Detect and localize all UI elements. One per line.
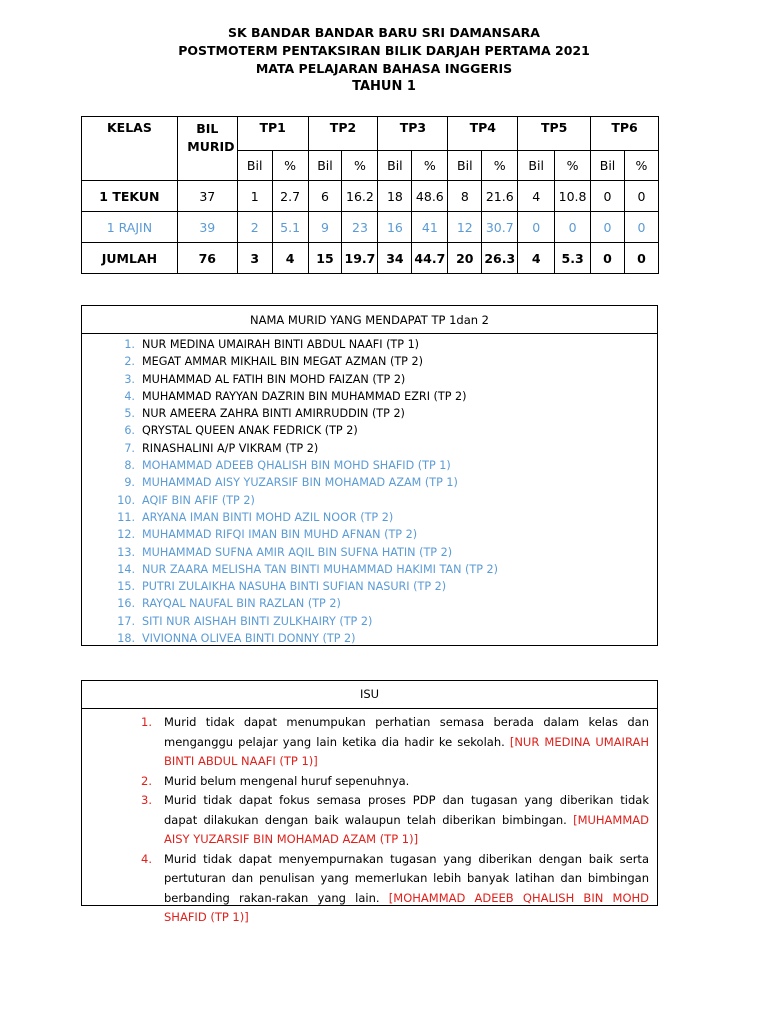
list-number: 12. bbox=[117, 528, 135, 542]
cell-value: 2 bbox=[237, 212, 272, 243]
student-name: PUTRI ZULAIKHA NASUHA BINTI SUFIAN NASURI (TP 2) bbox=[142, 580, 447, 594]
subject-title: MATA PELAJARAN BAHASA INGGERIS bbox=[255, 61, 513, 76]
issue-student-name: [NUR MEDINA UMAIRAH BINTI ABDUL NAAFI (TP 1)] bbox=[164, 734, 649, 768]
list-item bbox=[82, 526, 657, 543]
list-item bbox=[82, 440, 657, 457]
subheader-bil: Bil bbox=[308, 151, 342, 181]
list-item bbox=[82, 474, 657, 491]
cell-value: 4 bbox=[518, 243, 555, 274]
cell-value: 44.7 bbox=[412, 243, 448, 274]
list-number: 10. bbox=[117, 493, 135, 507]
header-bil-murid bbox=[177, 117, 237, 181]
document-header bbox=[0, 24, 768, 96]
list-item bbox=[82, 509, 657, 526]
cell-value: 0 bbox=[591, 181, 625, 212]
list-number: 8. bbox=[124, 459, 135, 473]
cell-value: 5.3 bbox=[555, 243, 591, 274]
list-item bbox=[82, 457, 657, 474]
subheader-bil: Bil bbox=[518, 151, 555, 181]
cell-value: 0 bbox=[555, 212, 591, 243]
cell-value: 1 bbox=[237, 181, 272, 212]
cell-value: 3 bbox=[237, 243, 272, 274]
list-number: 15. bbox=[117, 580, 135, 594]
issue-item bbox=[82, 850, 649, 928]
list-item bbox=[82, 353, 657, 370]
list-number: 16. bbox=[117, 597, 135, 611]
cell-murid: 76 bbox=[177, 243, 237, 274]
list-number: 3. bbox=[124, 372, 135, 386]
cell-value: 6 bbox=[308, 181, 342, 212]
list-item bbox=[82, 578, 657, 595]
list-item bbox=[82, 613, 657, 630]
issue-text: Murid tidak dapat menyempurnakan tugasan yang diberikan dengan baik serta pertuturan dan penulisan yang memerlukan lebih banyak latihan dan bimbingan berbanding rakan-rakan yang lain. bbox=[164, 851, 649, 905]
cell-value: 10.8 bbox=[555, 181, 591, 212]
issue-number: 3. bbox=[141, 793, 152, 807]
student-name: NUR ZAARA MELISHA TAN BINTI MUHAMMAD HAKIMI TAN (TP 2) bbox=[142, 562, 499, 576]
student-name: NUR MEDINA UMAIRAH BINTI ABDUL NAAFI (TP 1) bbox=[142, 338, 420, 351]
cell-value: 41 bbox=[412, 212, 448, 243]
table-row-1-rajin bbox=[82, 212, 659, 243]
subheader-pct: % bbox=[272, 151, 308, 181]
subheader-bil: Bil bbox=[448, 151, 482, 181]
cell-value: 0 bbox=[624, 212, 658, 243]
list-item bbox=[82, 544, 657, 561]
subheader-pct: % bbox=[555, 151, 591, 181]
cell-value: 23 bbox=[342, 212, 378, 243]
issue-student-name: [MUHAMMAD AISY YUZARSIF BIN MOHAMAD AZAM (TP 1)] bbox=[164, 812, 649, 846]
cell-value: 20 bbox=[448, 243, 482, 274]
header-tp6: TP6 bbox=[591, 117, 659, 151]
student-name: NUR AMEERA ZAHRA BINTI AMIRRUDDIN (TP 2) bbox=[142, 407, 405, 421]
cell-value: 0 bbox=[518, 212, 555, 243]
student-name: MUHAMMAD SUFNA AMIR AQIL BIN SUFNA HATIN (TP 2) bbox=[142, 545, 453, 559]
table-row-1-tekun bbox=[82, 181, 659, 212]
issue-text: Murid tidak dapat menumpukan perhatian semasa berada dalam kelas dan menganggu pelajar yang lain ketika dia hadir ke sekolah. bbox=[164, 715, 649, 749]
list-number: 6. bbox=[124, 424, 135, 438]
issue-student-name: [MOHAMMAD ADEEB QHALISH BIN MOHD SHAFID (TP 1)] bbox=[164, 890, 650, 924]
student-name: MUHAMMAD AISY YUZARSIF BIN MOHAMAD AZAM (TP 1) bbox=[142, 476, 458, 490]
list-number: 7. bbox=[124, 441, 135, 455]
subheader-pct: % bbox=[624, 151, 658, 181]
cell-value: 0 bbox=[591, 243, 625, 274]
cell-value: 15 bbox=[308, 243, 342, 274]
list-number: 9. bbox=[124, 476, 135, 490]
issues-list bbox=[82, 709, 657, 928]
header-tp3: TP3 bbox=[378, 117, 448, 151]
table-row-jumlah bbox=[82, 243, 659, 274]
list-item bbox=[82, 371, 657, 388]
list-number: 17. bbox=[117, 614, 135, 628]
list-number: 4. bbox=[124, 389, 135, 403]
student-name: ARYANA IMAN BINTI MOHD AZIL NOOR (TP 2) bbox=[142, 510, 394, 524]
cell-value: 19.7 bbox=[342, 243, 378, 274]
cell-value: 8 bbox=[448, 181, 482, 212]
results-table bbox=[81, 116, 659, 274]
cell-value: 16 bbox=[378, 212, 412, 243]
header-tp2: TP2 bbox=[308, 117, 378, 151]
cell-value: 12 bbox=[448, 212, 482, 243]
subheader-bil: Bil bbox=[237, 151, 272, 181]
subheader-bil: Bil bbox=[591, 151, 625, 181]
cell-value: 34 bbox=[378, 243, 412, 274]
cell-murid: 39 bbox=[177, 212, 237, 243]
subheader-pct: % bbox=[482, 151, 518, 181]
issue-text: Murid belum mengenal huruf sepenuhnya. bbox=[164, 773, 410, 788]
list-number: 5. bbox=[124, 407, 135, 421]
cell-value: 18 bbox=[378, 181, 412, 212]
list-item bbox=[82, 336, 657, 353]
header-tp1: TP1 bbox=[237, 117, 308, 151]
list-number: 2. bbox=[124, 355, 135, 369]
student-name: MUHAMMAD RIFQI IMAN BIN MUHD AFNAN (TP 2) bbox=[142, 528, 418, 542]
student-name: MUHAMMAD RAYYAN DAZRIN BIN MUHAMMAD EZRI (TP 2) bbox=[142, 389, 467, 403]
cell-kelas: JUMLAH bbox=[82, 243, 178, 274]
issue-number: 4. bbox=[141, 851, 152, 866]
cell-value: 0 bbox=[591, 212, 625, 243]
year-title: TAHUN 1 bbox=[352, 79, 416, 94]
student-name: RINASHALINI A/P VIKRAM (TP 2) bbox=[142, 441, 319, 455]
issue-item bbox=[82, 713, 649, 772]
list-number: 18. bbox=[117, 632, 135, 646]
list-item bbox=[82, 422, 657, 439]
names-list bbox=[82, 334, 657, 647]
names-list-title: NAMA MURID YANG MENDAPAT TP 1dan 2 bbox=[82, 306, 657, 334]
cell-murid: 37 bbox=[177, 181, 237, 212]
cell-value: 26.3 bbox=[482, 243, 518, 274]
cell-value: 0 bbox=[624, 181, 658, 212]
list-number: 14. bbox=[117, 562, 135, 576]
cell-value: 21.6 bbox=[482, 181, 518, 212]
header-tp5: TP5 bbox=[518, 117, 591, 151]
list-number: 11. bbox=[117, 510, 135, 524]
student-name: MUHAMMAD AL FATIH BIN MOHD FAIZAN (TP 2) bbox=[142, 372, 406, 386]
issue-item bbox=[82, 772, 649, 792]
student-name: SITI NUR AISHAH BINTI ZULKHAIRY (TP 2) bbox=[142, 614, 373, 628]
header-bil-murid-text: BIL MURID bbox=[187, 121, 235, 154]
list-number: 1. bbox=[124, 338, 135, 351]
report-title: POSTMOTERM PENTAKSIRAN BILIK DARJAH PERTAMA 2021 bbox=[178, 43, 590, 58]
cell-value: 2.7 bbox=[272, 181, 308, 212]
cell-value: 16.2 bbox=[342, 181, 378, 212]
student-name: QRYSTAL QUEEN ANAK FEDRICK (TP 2) bbox=[142, 424, 358, 438]
issues-box bbox=[81, 680, 658, 924]
issue-number: 2. bbox=[141, 773, 152, 788]
subheader-pct: % bbox=[412, 151, 448, 181]
list-item bbox=[82, 388, 657, 405]
header-tp4: TP4 bbox=[448, 117, 518, 151]
cell-value: 30.7 bbox=[482, 212, 518, 243]
student-name: MOHAMMAD ADEEB QHALISH BIN MOHD SHAFID (TP 1) bbox=[142, 459, 451, 473]
subheader-bil: Bil bbox=[378, 151, 412, 181]
cell-value: 4 bbox=[518, 181, 555, 212]
cell-value: 9 bbox=[308, 212, 342, 243]
student-name: MEGAT AMMAR MIKHAIL BIN MEGAT AZMAN (TP 2) bbox=[142, 355, 423, 369]
cell-kelas: 1 TEKUN bbox=[82, 181, 178, 212]
cell-value: 4 bbox=[272, 243, 308, 274]
names-list-box bbox=[81, 305, 658, 646]
student-name: RAYQAL NAUFAL BIN RAZLAN (TP 2) bbox=[142, 597, 341, 611]
cell-value: 5.1 bbox=[272, 212, 308, 243]
header-kelas: KELAS bbox=[82, 117, 178, 181]
issue-item bbox=[82, 791, 649, 850]
issue-text: Murid tidak dapat fokus semasa proses PDP dan tugasan yang diberikan tidak dapat dilakukan dengan baik walaupun telah diberikan bimbingan. bbox=[164, 793, 649, 827]
issue-number: 1. bbox=[141, 715, 152, 729]
list-item bbox=[82, 405, 657, 422]
subheader-pct: % bbox=[342, 151, 378, 181]
student-name: VIVIONNA OLIVEA BINTI DONNY (TP 2) bbox=[142, 632, 356, 646]
list-item bbox=[82, 630, 657, 647]
cell-value: 48.6 bbox=[412, 181, 448, 212]
issues-title: ISU bbox=[82, 681, 657, 709]
school-name: SK BANDAR BANDAR BARU SRI DAMANSARA bbox=[228, 25, 540, 40]
list-item bbox=[82, 561, 657, 578]
cell-kelas: 1 RAJIN bbox=[82, 212, 178, 243]
list-item bbox=[82, 492, 657, 509]
list-number: 13. bbox=[117, 545, 135, 559]
cell-value: 0 bbox=[624, 243, 658, 274]
list-item bbox=[82, 595, 657, 612]
student-name: AQIF BIN AFIF (TP 2) bbox=[142, 493, 255, 507]
